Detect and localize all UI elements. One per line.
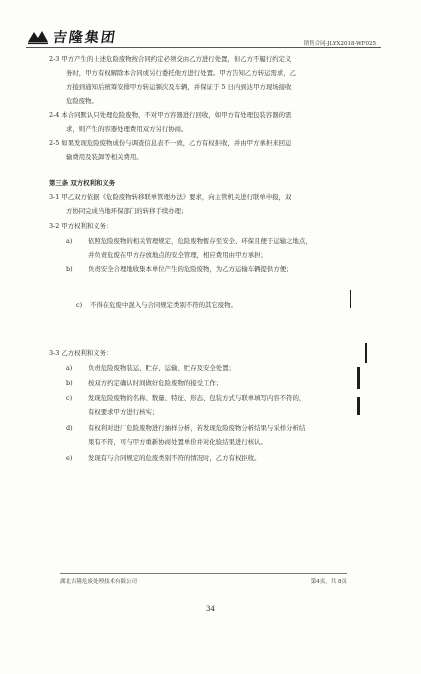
clause-3-3-c-label: c)	[66, 394, 73, 402]
company-logo-icon	[26, 29, 50, 45]
header-divider	[26, 47, 381, 48]
scan-mark	[357, 367, 360, 389]
scan-mark	[357, 397, 360, 415]
clause-3-3-c-line2: 有权要求甲方进行核实；	[88, 408, 159, 416]
clause-2-3-line3: 方接到通知后统筹安排甲方转运频次及车辆，并保证于 5 日内到达甲方现场接收	[66, 83, 292, 91]
article-3-title: 第三条 双方权利和义务	[49, 179, 116, 187]
clause-3-2-c-line: 不得在危废中混入与合同规定类别不符的其它废物。	[90, 301, 237, 309]
clause-3-2-c-label: c)	[76, 301, 83, 309]
clause-3-3-d-label: d)	[66, 424, 73, 432]
clause-3-3-d-line1: 有权利对进厂危险废物进行抽样分析，若发现危险废物分析结果与采样分析结	[88, 424, 306, 432]
clause-3-2-a-label: a)	[66, 237, 73, 245]
clause-3-3-e-line: 发现有与合同规定的危废类别不符的情况时，乙方有权拒收。	[88, 454, 261, 462]
clause-2-4-line2: 求，则产生的容器处理费用双方另行协商。	[66, 125, 188, 133]
clause-2-3-line1: 2-3 甲方产生的上述危险废物按合同约定必须交由乙方进行处置，但乙方不履行约定义	[49, 55, 292, 63]
page-number: 34	[206, 605, 215, 613]
contract-number: 销售合同-JLYX2018-WF025	[303, 41, 376, 47]
clause-3-3-e-label: e)	[66, 454, 73, 462]
scan-mark	[350, 290, 351, 308]
footer-company: 湖北吉隆危废处理技术有限公司	[60, 579, 138, 585]
clause-3-3-heading: 3-3 乙方权利和义务：	[49, 349, 113, 357]
clause-3-2-b-label: b)	[66, 265, 73, 273]
clause-3-3-a-label: a)	[66, 364, 73, 372]
clause-3-2-heading: 3-2 甲方权利和义务：	[49, 222, 113, 230]
company-logo	[26, 27, 117, 47]
clause-3-1-line2: 方协同完成当地环保部门的转移手续办理；	[66, 207, 188, 215]
clause-3-2-a-line1: 依照危险废物的相关管理规定，危险废物暂存至安全、环保且便于运输之地点，	[88, 237, 312, 245]
clause-3-3-a-line: 负责危险废物装运、贮存、运输、贮存及安全处置；	[88, 364, 235, 372]
clause-3-3-b-line: 按双方约定确认时间做好危险废物的接受工作；	[88, 379, 223, 387]
clause-2-5-line1: 2-5 如果发现危险废物成份与调查信息表不一致，乙方有权拒收，并由甲方承担来回运	[49, 139, 292, 147]
clause-2-3-line4: 危险废物。	[66, 97, 98, 105]
clause-2-4-line1: 2-4 本合同默认只处理危险废物，不对甲方容器进行回收，如甲方有处理包装容器的需	[49, 111, 292, 119]
clause-3-1-line1: 3-1 甲乙双方依据《危险废物转移联单管理办法》要求，向主管机关进行联单申报，双	[49, 193, 292, 201]
clause-3-2-a-line2: 并负责危废在甲方存放地点的安全管理，相应费用由甲方承担；	[88, 251, 267, 259]
footer-divider	[60, 573, 347, 574]
scan-mark	[365, 343, 367, 363]
clause-2-3-line2: 务时，甲方有权解除本合同或另行委托他方进行处置。甲方告知乙方转运需求，乙	[66, 69, 297, 77]
clause-3-2-b-line: 负责安全合理地收集本单位产生的危险废物，为乙方运输车辆提供方便；	[88, 265, 293, 273]
company-logo-text: 吉隆集团	[51, 30, 118, 46]
clause-3-3-c-line1: 发现危险废物的名称、数量、特征、形态、包装方式与联单填写内容不符的，	[88, 394, 306, 402]
footer-page-info: 第4页，共 8页	[310, 579, 347, 585]
clause-3-3-d-line2: 果有不符，可与甲方重新协商处置单价并对化验结果进行核认。	[88, 438, 267, 446]
clause-2-5-line2: 输费用及装卸等相关费用。	[66, 153, 143, 161]
clause-3-3-b-label: b)	[66, 379, 73, 387]
